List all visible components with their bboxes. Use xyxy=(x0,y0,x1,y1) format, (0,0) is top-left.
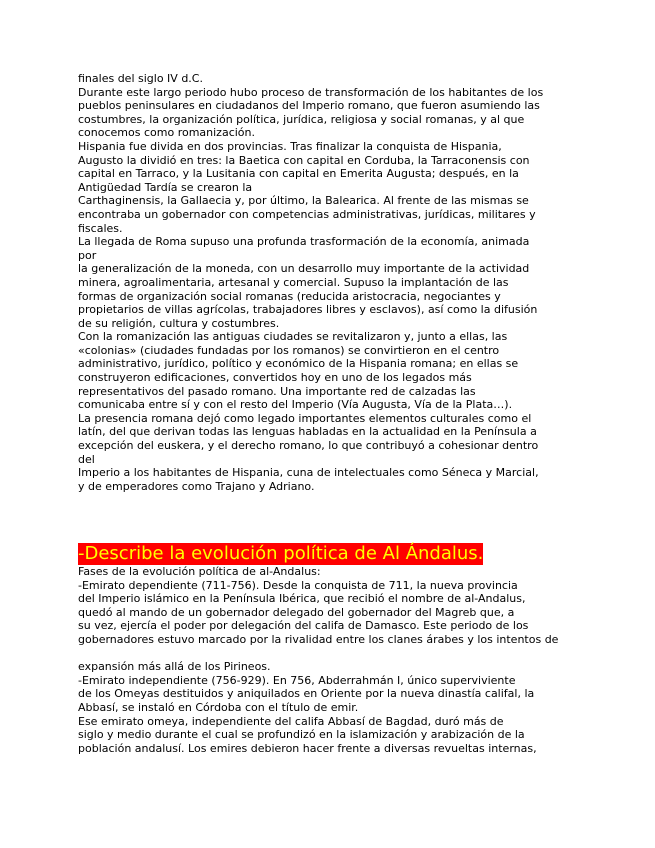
text-line: comunicaba entre sí y con el resto del Imperio (Vía Augusta, Vía de la Plata…). xyxy=(78,398,513,412)
text-line: Augusto la dividió en tres: la Baetica con capital en Corduba, la Tarraconensis con xyxy=(78,153,530,167)
text-line: siglo y medio durante el cual se profundizó en la islamización y arabización de la xyxy=(78,728,525,742)
section-heading-wrap xyxy=(78,543,483,565)
text-line: del xyxy=(78,452,95,466)
text-line: conocemos como romanización. xyxy=(78,126,255,140)
section-heading: -Describe la evolución política de Al Ándalus. xyxy=(78,543,484,564)
text-line: de su religión, cultura y costumbres. xyxy=(78,316,280,330)
text-line: la generalización de la moneda, con un desarrollo muy importante de la actividad xyxy=(78,262,530,276)
text-line: Durante este largo periodo hubo proceso de transformación de los habitantes de los xyxy=(78,85,544,99)
text-line: pueblos peninsulares en ciudadanos del Imperio romano, que fueron asumiendo las xyxy=(78,99,540,113)
text-line: Hispania fue divida en dos provincias. Tras finalizar la conquista de Hispania, xyxy=(78,139,502,153)
text-line: «colonias» (ciudades fundadas por los romanos) se convirtieron en el centro xyxy=(78,343,500,357)
text-line: capital en Tarraco, y la Lusitania con capital en Emerita Augusta; después, en la xyxy=(78,167,519,181)
text-line: -Emirato independiente (756-929). En 756, Abderrahmán I, único superviviente xyxy=(78,673,516,687)
text-line: del Imperio islámico en la Península Ibérica, que recibió el nombre de al-Andalus, xyxy=(78,592,526,606)
text-line: Con la romanización las antiguas ciudades se revitalizaron y, junto a ellas, las xyxy=(78,330,508,344)
text-line: Abbasí, se instaló en Córdoba con el título de emir. xyxy=(78,700,359,714)
text-line: Fases de la evolución política de al-Andalus: xyxy=(78,565,321,578)
text-line: por xyxy=(78,248,97,262)
text-line: Carthaginensis, la Gallaecia y, por último, la Balearica. Al frente de las mismas se xyxy=(78,194,529,208)
text-line: quedó al mando de un gobernador delegado del gobernador del Magreb que, a xyxy=(78,605,515,619)
text-line: de los Omeyas destituidos y aniquilados en Oriente por la nueva dinastía califal, la xyxy=(78,687,535,701)
paragraph-lines-1 xyxy=(78,72,578,493)
paragraph-lines-2 xyxy=(78,565,578,755)
text-line: La presencia romana dejó como legado importantes elementos culturales como el xyxy=(78,411,532,425)
text-line: excepción del euskera, y el derecho romano, lo que contribuyó a cohesionar dentro xyxy=(78,439,539,453)
text-line xyxy=(78,647,578,661)
text-line: latín, del que derivan todas las lenguas habladas en la actualidad en la Península a xyxy=(78,425,537,439)
document-body-part2 xyxy=(78,565,578,755)
text-line: Antigüedad Tardía se crearon la xyxy=(78,180,253,194)
text-line: expansión más allá de los Pirineos. xyxy=(78,660,271,674)
text-line: formas de organización social romanas (reducida aristocracia, negociantes y xyxy=(78,289,501,303)
text-line: Imperio a los habitantes de Hispania, cuna de intelectuales como Séneca y Marcial, xyxy=(78,466,539,480)
text-line: La llegada de Roma supuso una profunda trasformación de la economía, animada xyxy=(78,235,530,249)
text-line: representativos del pasado romano. Una importante red de calzadas las xyxy=(78,384,476,398)
text-line: encontraba un gobernador con competencias administrativas, jurídicas, militares y xyxy=(78,207,536,221)
text-line: propietarios de villas agrícolas, trabajadores libres y esclavos), así como la difusión xyxy=(78,303,538,317)
text-line: -Emirato dependiente (711-756). Desde la conquista de 711, la nueva provincia xyxy=(78,578,518,592)
text-line: su vez, ejercía el poder por delegación del califa de Damasco. Este periodo de los xyxy=(78,619,529,633)
text-line: finales del siglo IV d.C. xyxy=(78,72,203,85)
text-line: construyeron edificaciones, convertidos hoy en uno de los legados más xyxy=(78,371,472,385)
text-line: población andalusí. Los emires debieron hacer frente a diversas revueltas internas, xyxy=(78,741,537,755)
text-line: costumbres, la organización política, jurídica, religiosa y social romanas, y al que xyxy=(78,112,525,126)
text-line: y de emperadores como Trajano y Adriano. xyxy=(78,479,315,493)
text-line: administrativo, jurídico, político y económico de la Hispania romana; en ellas se xyxy=(78,357,519,371)
text-line: gobernadores estuvo marcado por la rivalidad entre los clanes árabes y los intentos de xyxy=(78,632,559,646)
text-line: Ese emirato omeya, independiente del califa Abbasí de Bagdad, duró más de xyxy=(78,714,504,728)
document-body-part1 xyxy=(78,72,578,493)
text-line: fiscales. xyxy=(78,221,123,235)
text-line: minera, agroalimentaria, artesanal y comercial. Supuso la implantación de las xyxy=(78,275,509,289)
